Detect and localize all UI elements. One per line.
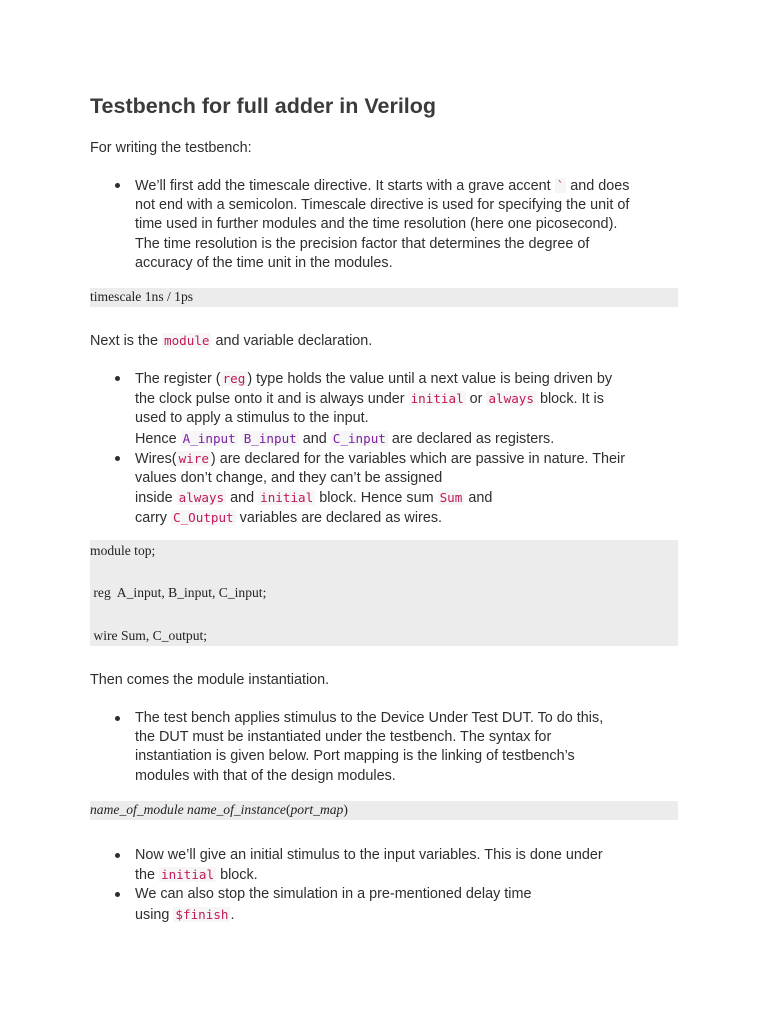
code-line: reg A_input, B_input, C_input; (90, 585, 267, 600)
inline-code: C_input (332, 430, 386, 446)
inline-code: Sum (439, 490, 463, 506)
code-line: wire Sum, C_output; (90, 628, 208, 643)
inline-code: reg (222, 371, 246, 386)
intro-paragraph: For writing the testbench: (90, 140, 252, 156)
page-title: Testbench for full adder in Verilog (90, 94, 437, 118)
code-line: module top; (90, 543, 156, 558)
code-line: timescale 1ns / 1ps (90, 289, 194, 304)
instantiation-paragraph: Then comes the module instantiation. (90, 672, 330, 688)
bullet-list-stimulus (90, 846, 665, 925)
bullet-list-timescale (90, 176, 665, 273)
inline-code: wire (178, 450, 209, 466)
inline-code: initial (410, 391, 464, 407)
code-block-timescale (90, 288, 678, 307)
bullet-list-declarations (90, 369, 665, 529)
inline-code: ` (556, 178, 565, 193)
inline-code: C_Output (172, 510, 234, 526)
inline-code: always (178, 490, 225, 506)
code-block-module (90, 540, 678, 646)
inline-code: always (488, 391, 534, 407)
code-block-instantiation (90, 801, 678, 820)
bullet-list-dut (90, 709, 665, 786)
inline-code: A_input (182, 430, 236, 446)
inline-code: B_input (243, 430, 297, 446)
list-item: The test bench applies stimulus to the Device Under Test DUT. To do this, the DUT must be instantiated under the testbench. The syntax for instantiation is given below. Port mapping is the linking of testbench’s modules with that of the design modules. (90, 709, 665, 786)
inline-code: initial (260, 490, 314, 506)
code-line: name_of_module name_of_instance(port_map) (90, 802, 348, 817)
list-item: We can also stop the simulation in a pre-mentioned delay time using $finish . (90, 885, 665, 924)
inline-code: module (163, 333, 210, 348)
inline-code: $finish (175, 906, 229, 922)
list-item: Now we’ll give an initial stimulus to the input variables. This is done under the initial block. (90, 846, 665, 885)
list-item: Wires( wire ) are declared for the variables which are passive in nature. Their values don’t change, and they can’t be assigned inside always and initial block. Hence sum Sum and carry C_Output variables are declared as wires. (90, 449, 665, 529)
module-paragraph: Next is the module and variable declaration. (90, 333, 373, 349)
list-item: The register ( reg ) type holds the value until a next value is being driven by the clock pulse onto it and is always under initial or always block. It is used to apply a stimulus to the input. Hence A_input B_input and C_input are declared as registers. (90, 369, 665, 449)
inline-code: initial (161, 867, 215, 883)
list-item: We’ll first add the timescale directive. It starts with a grave accent ` and does not end with a semicolon. Timescale directive is used for specifying the unit of time used in further modules and the time resolution (here one picosecond). The time resolution is the precision factor that determines the degree of accuracy of the time unit in the modules. (90, 176, 665, 273)
